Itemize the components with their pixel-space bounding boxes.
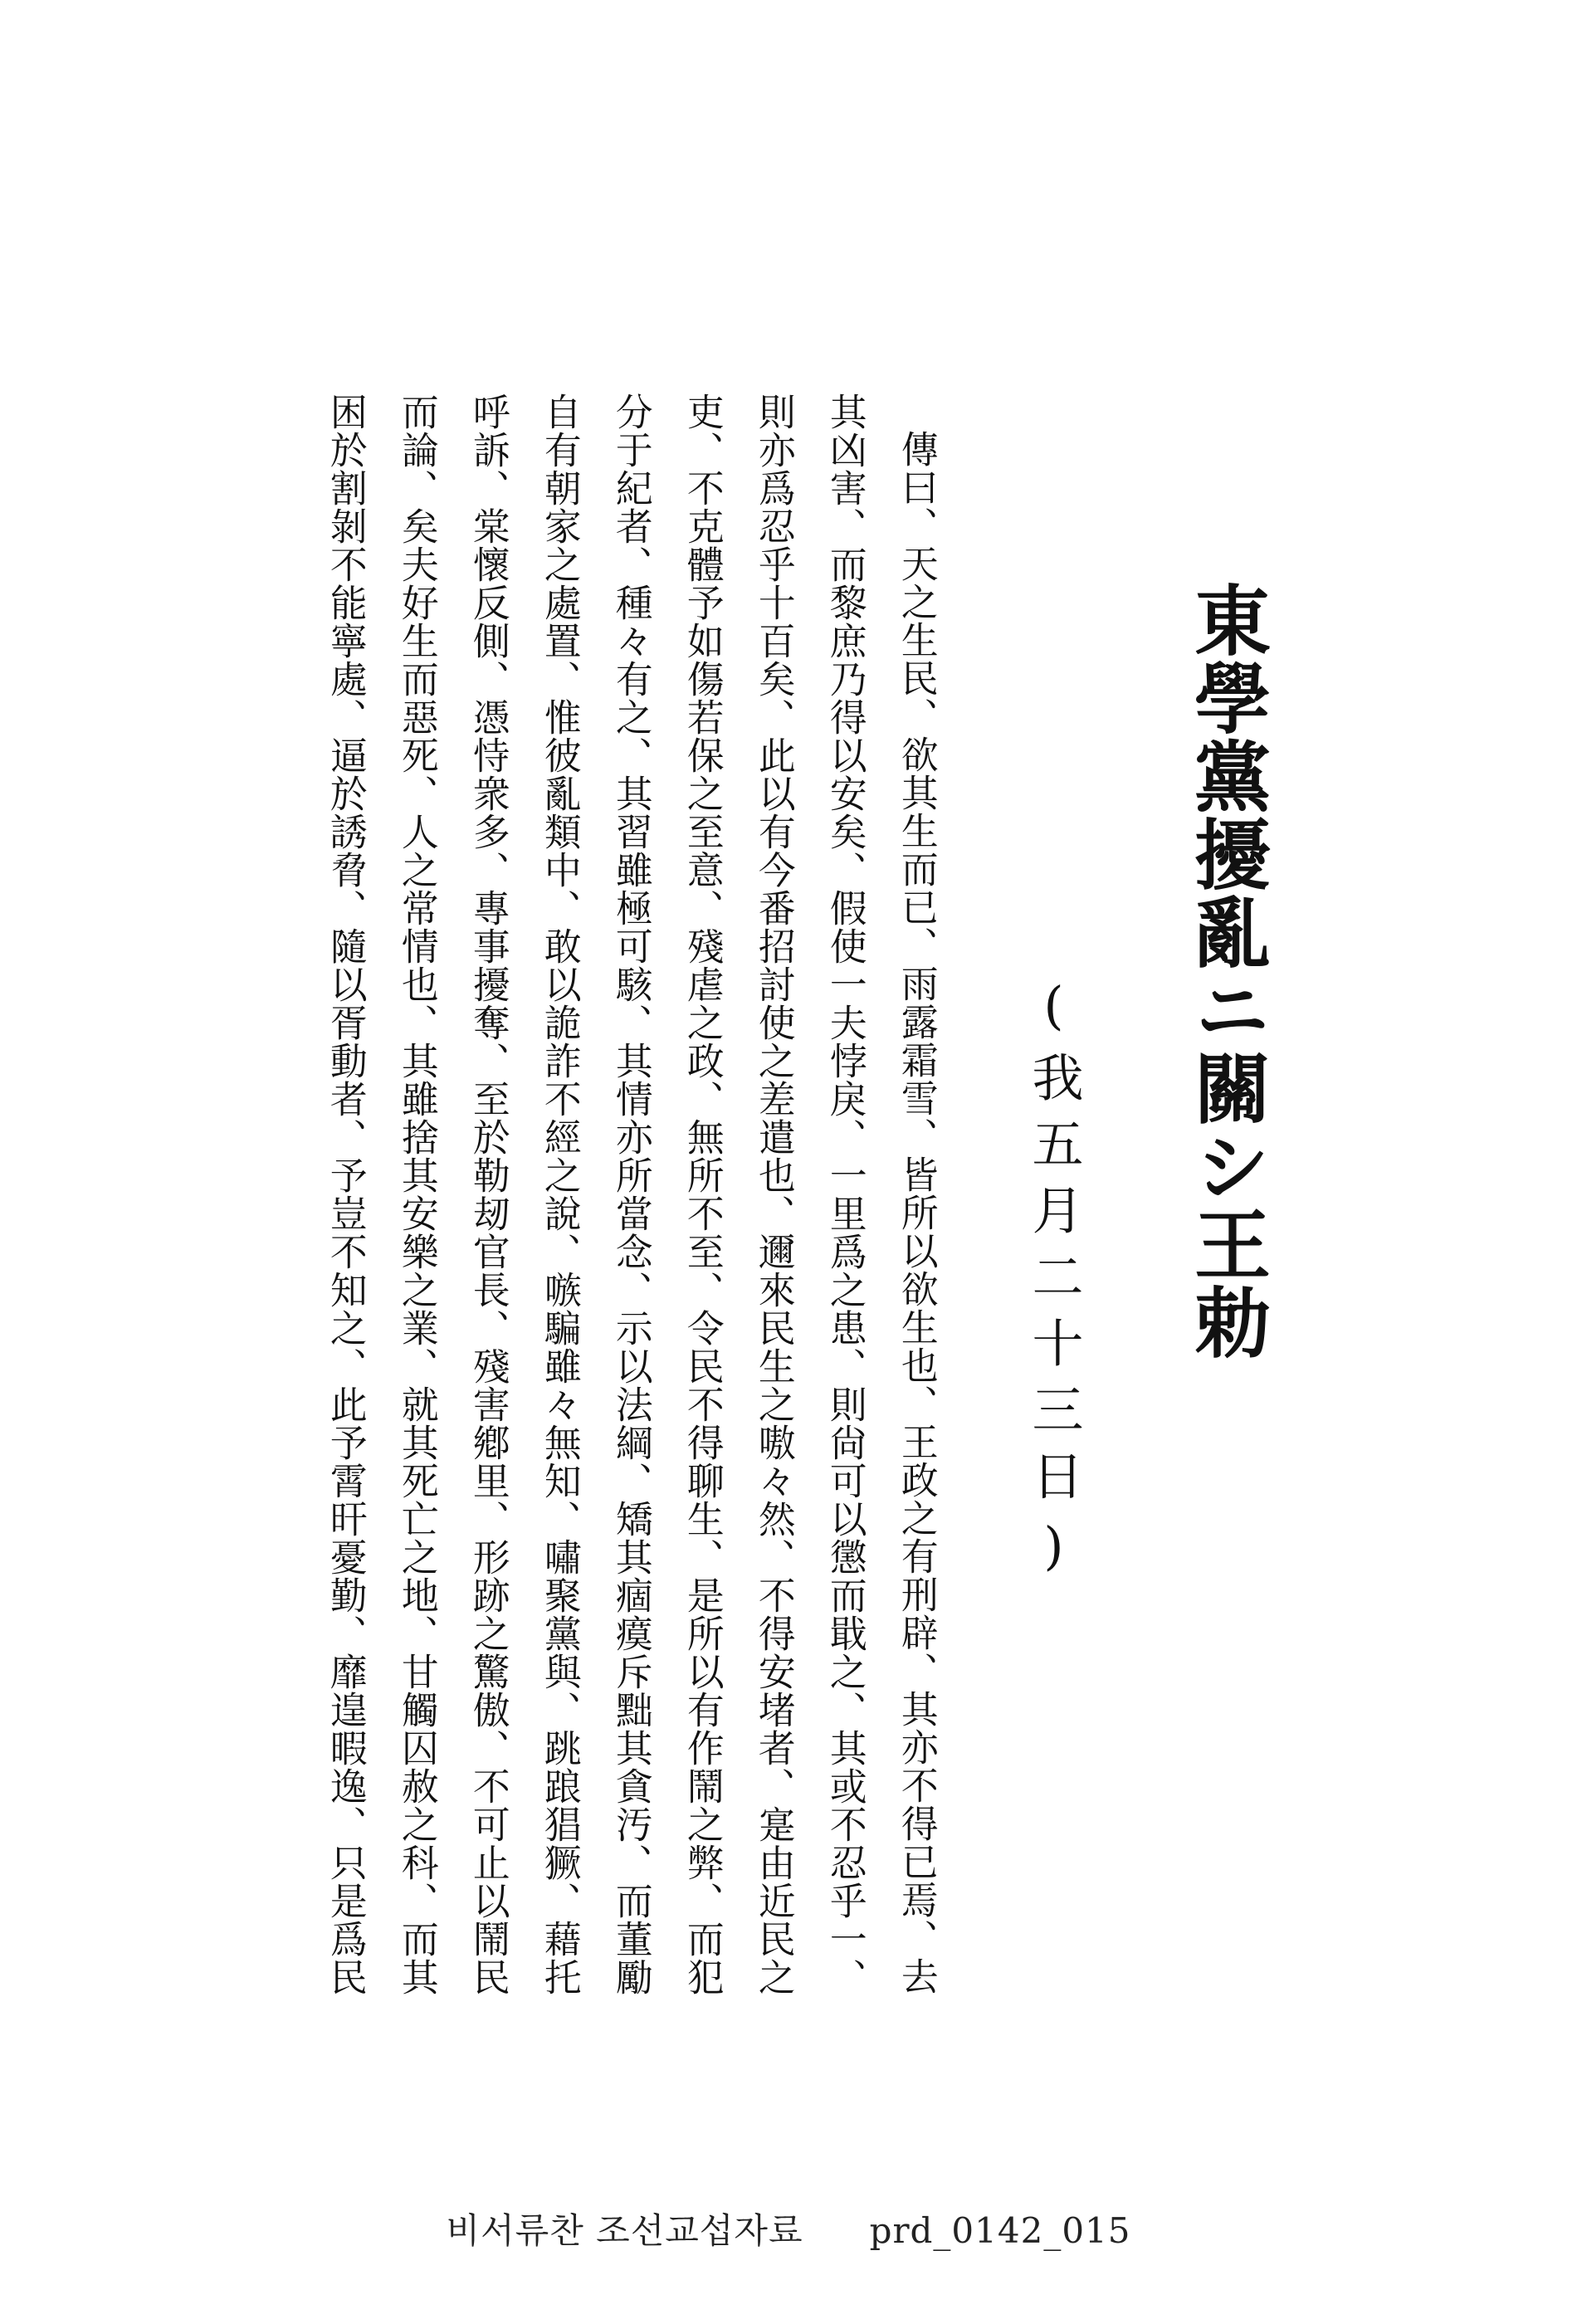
footer-doc-id: prd_0142_015 xyxy=(869,2210,1131,2251)
body-line-9: 困於割剝不能寧處、逼於誘脅、隨以胥動者、予豈不知之、此予霄旰憂勤、靡遑暇逸、只是爲民 xyxy=(323,393,368,1996)
page-footer xyxy=(0,2204,1577,2253)
footer-collection: 비서류찬 조선교섭자료 xyxy=(446,2210,803,2251)
body-line-6: 自有朝家之處置、惟彼亂類中、敢以詭詐不經之說、嗾騙雖々無知、嘯聚黨與、跳踉猖獗、藉托 xyxy=(537,393,582,1996)
body-line-7: 呼訴、棠懷反側、憑恃衆多、專事擾奪、至於勒刼官長、殘害鄕里、形跡之驚傲、不可止以鬧民 xyxy=(466,393,510,1996)
body-line-3: 則亦爲忍乎十百矣、此以有今番招討使之差遣也、邇來民生之嗷々然、不得安堵者、寔由近民之 xyxy=(751,393,796,1996)
body-line-4: 吏、不克體予如傷若保之至意、殘虐之政、無所不至、令民不得聊生、是所以有作鬧之弊、而犯 xyxy=(680,393,725,1996)
document-title: 東學黨擾亂ニ關シ王勅 xyxy=(1182,581,1272,1361)
body-line-2: 其凶害、而黎庶乃得以安矣、假使一夫悖戾、一里爲之患、則尙可以懲而戢之、其或不忍乎一、 xyxy=(823,393,867,1996)
body-line-5: 分于紀者、種々有之、其習雖極可駭、其情亦所當念、示以法綱、矯其痼瘼斥黜其貪汚、而董勵 xyxy=(608,393,653,1996)
document-date: (我五月二十三日) xyxy=(1023,975,1084,1591)
body-line-8: 而論、矣夫好生而惡死、人之常情也、其雖捨其安樂之業、就其死亡之地、甘觸囚赦之科、而其 xyxy=(394,393,439,1996)
body-line-1: 傳曰、天之生民、欲其生而已、雨露霜雪、皆所以欲生也、王政之有刑辟、其亦不得已焉、去 xyxy=(894,430,939,1995)
